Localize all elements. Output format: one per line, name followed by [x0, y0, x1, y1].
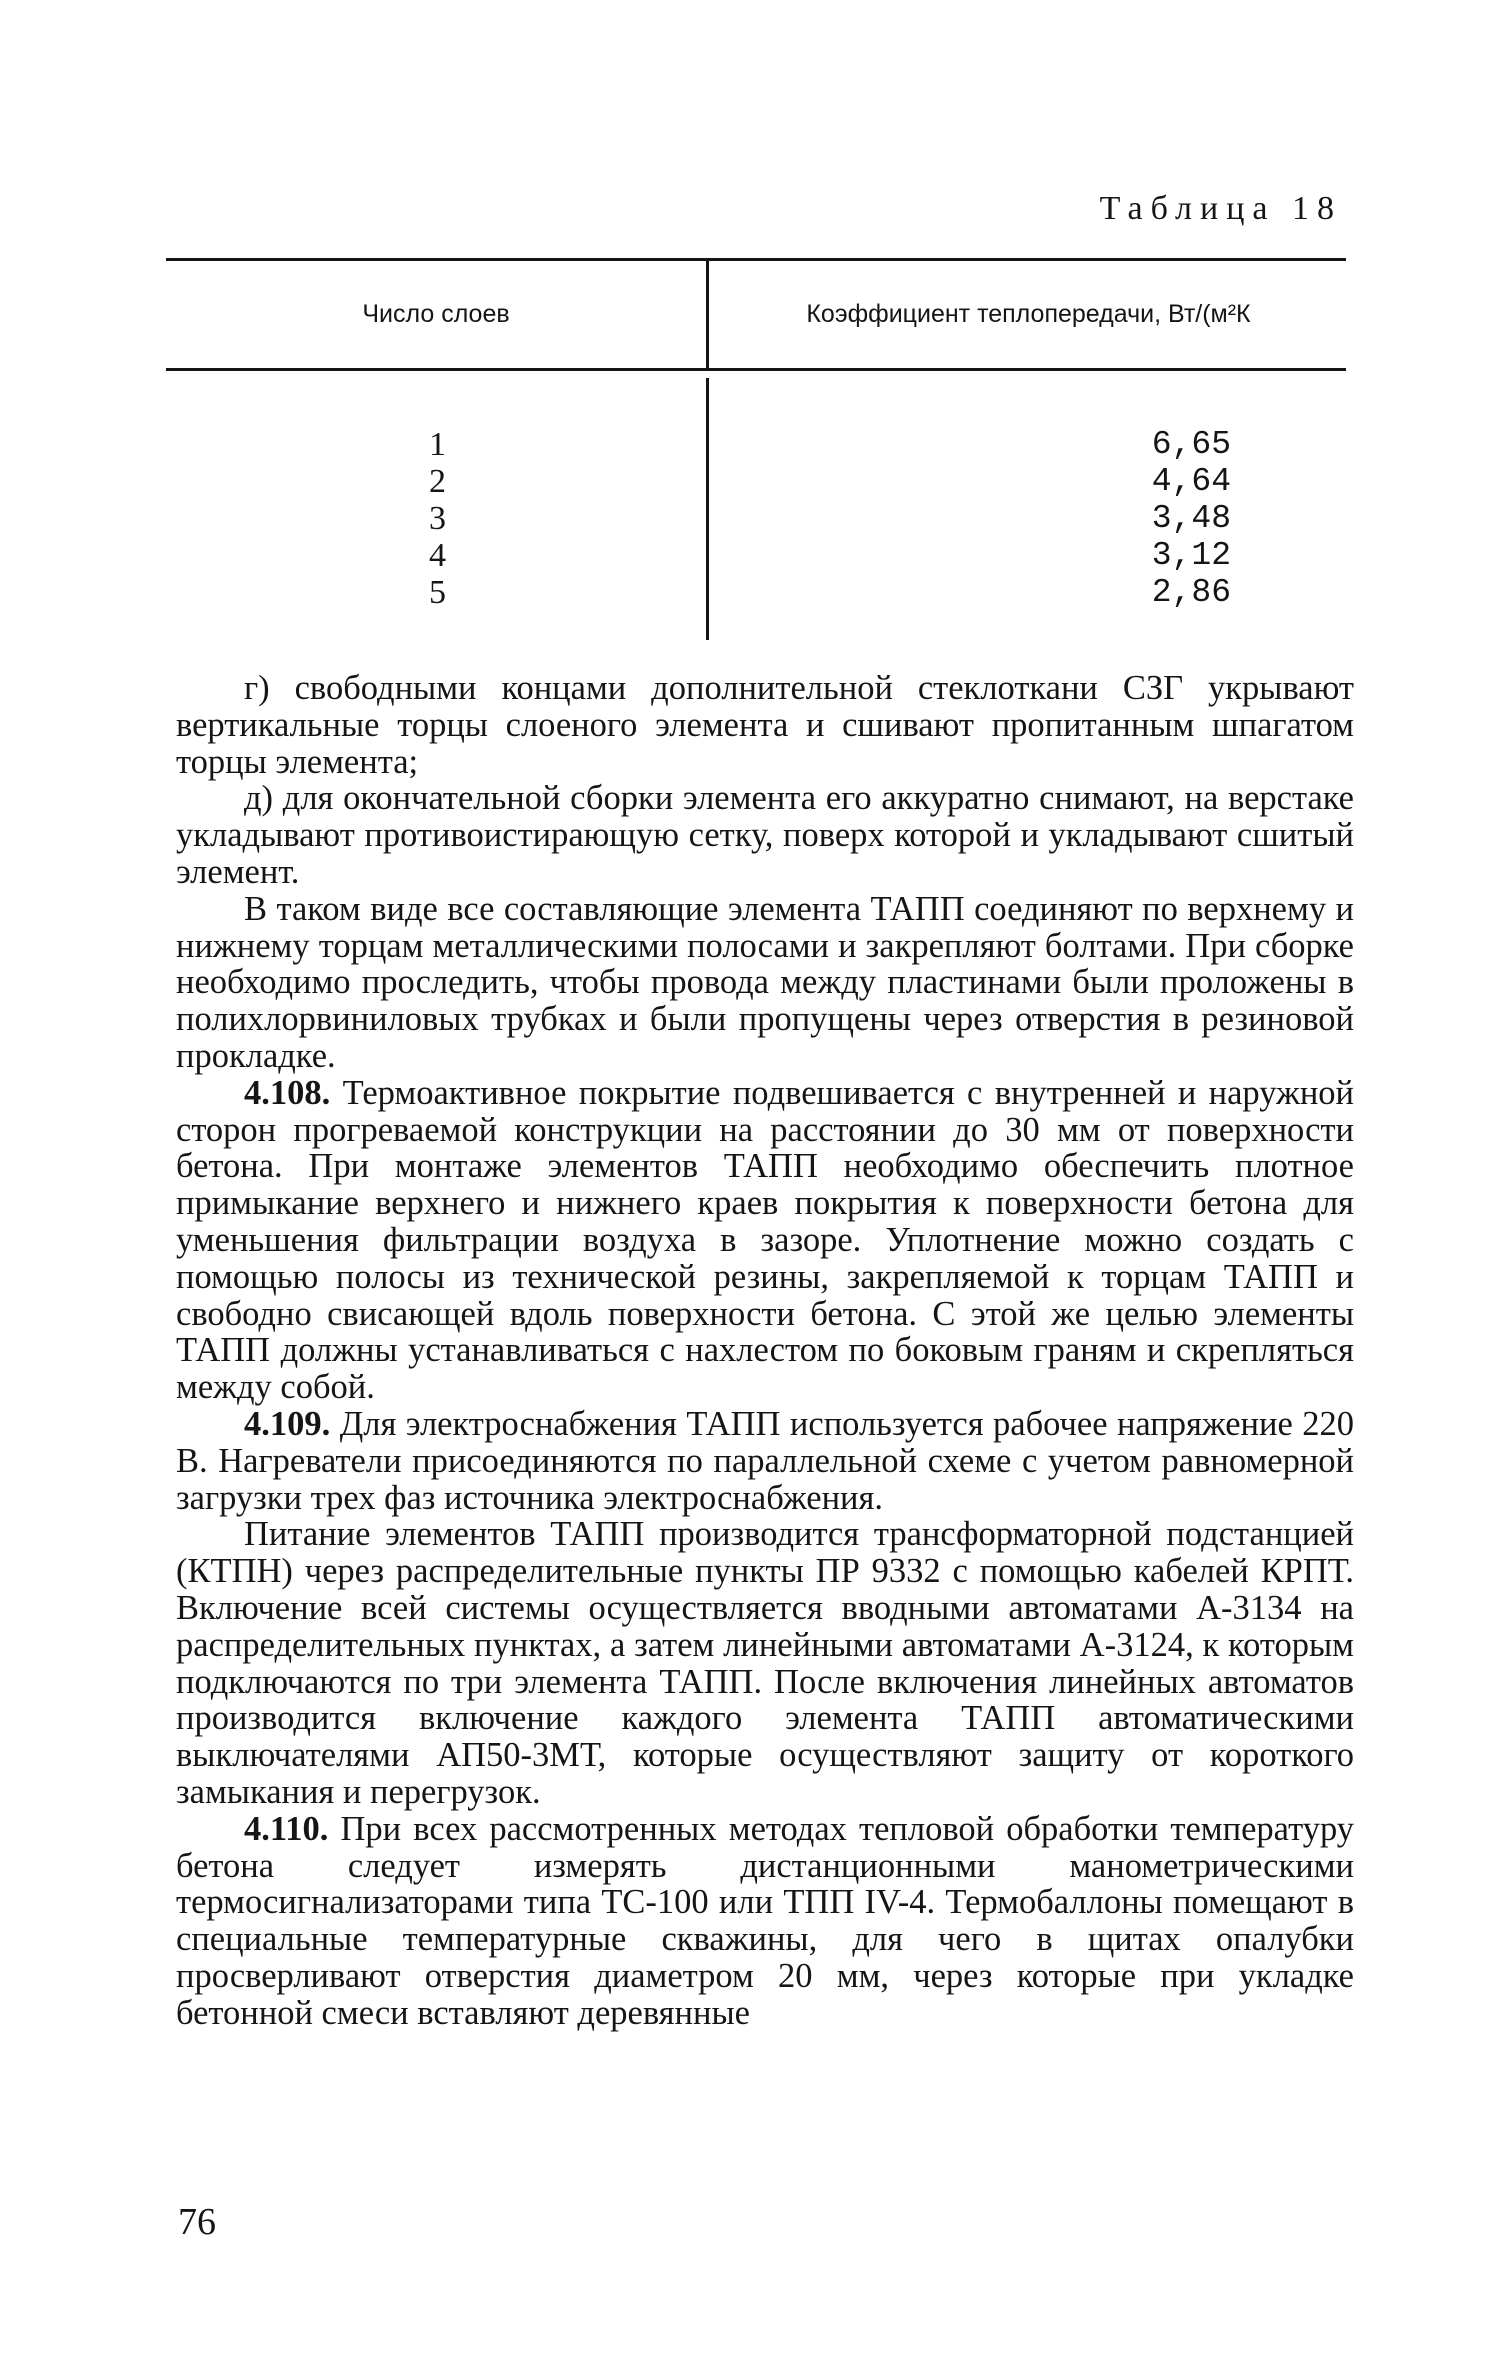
- table-cell-layers: 4: [429, 537, 446, 574]
- body-text: [176, 670, 1354, 2031]
- paragraph-text: г) свободными концами дополнительной стеклоткани СЗГ укрывают вертикальные торцы слоеного элемента и сшивают пропитанным шпагатом торцы элемента;: [176, 669, 1354, 781]
- paragraph: [176, 1075, 1354, 1406]
- paragraph: [176, 670, 1354, 780]
- table-cell-layers: 5: [429, 574, 446, 611]
- paragraph: [176, 1811, 1354, 2032]
- layers-column: [166, 426, 446, 611]
- paragraph-text: В таком виде все составляющие элемента ТАПП соединяют по верхнему и нижнему торцам металлическими полосами и закрепляют болтами. При сборке необходимо проследить, чтобы провода между пластинами были проложены в полихлорвиниловых трубках и были пропущены через отверстия в резиновой прокладке.: [176, 889, 1354, 1075]
- table-cell-coefficient: 6,65: [1151, 426, 1231, 463]
- table-cell-coefficient: 2,86: [1151, 574, 1231, 611]
- heat-transfer-table: [166, 258, 1346, 640]
- coefficient-column: [711, 426, 1231, 611]
- paragraph: [176, 1516, 1354, 1810]
- table-caption: Таблица 18: [1099, 190, 1342, 227]
- table-top-rule: [166, 258, 1346, 261]
- table-header-rule: [166, 368, 1346, 371]
- paragraph-text: д) для окончательной сборки элемента его аккуратно снимают, на верстаке укладывают противоистирающую сетку, поверх которой и укладывают сшитый элемент.: [176, 779, 1354, 891]
- table-column-divider: [706, 258, 709, 368]
- table-column-divider: [706, 378, 709, 640]
- table-cell-layers: 1: [429, 426, 446, 463]
- paragraph-text: Питание элементов ТАПП производится трансформаторной подстанцией (КТПН) через распределительные пункты ПР 9332 с помощью кабелей КРПТ. Включение всей системы осуществляется вводными автоматами А-3134 на распределительных пунктах, а затем линейными автоматами А-3124, к которым подключаются по три элемента ТАПП. После включения линейных автоматов производится включение каждого элемента ТАПП автоматическими выключателями АП50-3МТ, которые осуществляют защиту от короткого замыкания и перегрузок.: [176, 1515, 1354, 1811]
- paragraph: [176, 780, 1354, 890]
- page-number: 76: [178, 2201, 216, 2243]
- column-header-coefficient: Коэффициент теплопередачи, Вт/(м²К: [806, 300, 1251, 328]
- table-cell-coefficient: 4,64: [1151, 463, 1231, 500]
- table-cell-layers: 3: [429, 500, 446, 537]
- clause-number: 4.110.: [244, 1809, 329, 1848]
- column-header-layers: Число слоев: [362, 300, 510, 328]
- paragraph-text: При всех рассмотренных методах тепловой обработки температуру бетона следует измерять дистанционными манометрическими термосигнализаторами типа ТС-100 или ТПП IV-4. Термобаллоны помещают в специальные температурные скважины, для чего в щитах опалубки просверливают отверстия диаметром 20 мм, через которые при укладке бетонной смеси вставляют деревянные: [176, 1809, 1354, 2032]
- table-cell-coefficient: 3,12: [1151, 537, 1231, 574]
- clause-number: 4.109.: [244, 1404, 331, 1443]
- table-cell-coefficient: 3,48: [1151, 500, 1231, 537]
- clause-number: 4.108.: [244, 1073, 331, 1112]
- paragraph-text: Термоактивное покрытие подвешивается с внутренней и наружной сторон прогреваемой конструкции на расстоянии до 30 мм от поверхности бетона. При монтаже элементов ТАПП необходимо обеспечить плотное примыкание верхнего и нижнего краев покрытия к поверхности бетона для уменьшения фильтрации воздуха в зазоре. Уплотнение можно создать с помощью полосы из технической резины, закрепляемой к торцам ТАПП и свободно свисающей вдоль поверхности бетона. С этой же целью элементы ТАПП должны устанавливаться с нахлестом по боковым граням и скрепляться между собой.: [176, 1073, 1355, 1407]
- table-cell-layers: 2: [429, 463, 446, 500]
- paragraph: [176, 1406, 1354, 1516]
- paragraph-text: Для электроснабжения ТАПП используется рабочее напряжение 220 В. Нагреватели присоединяются по параллельной схеме с учетом равномерной загрузки трех фаз источника электроснабжения.: [176, 1404, 1354, 1517]
- paragraph: [176, 891, 1354, 1075]
